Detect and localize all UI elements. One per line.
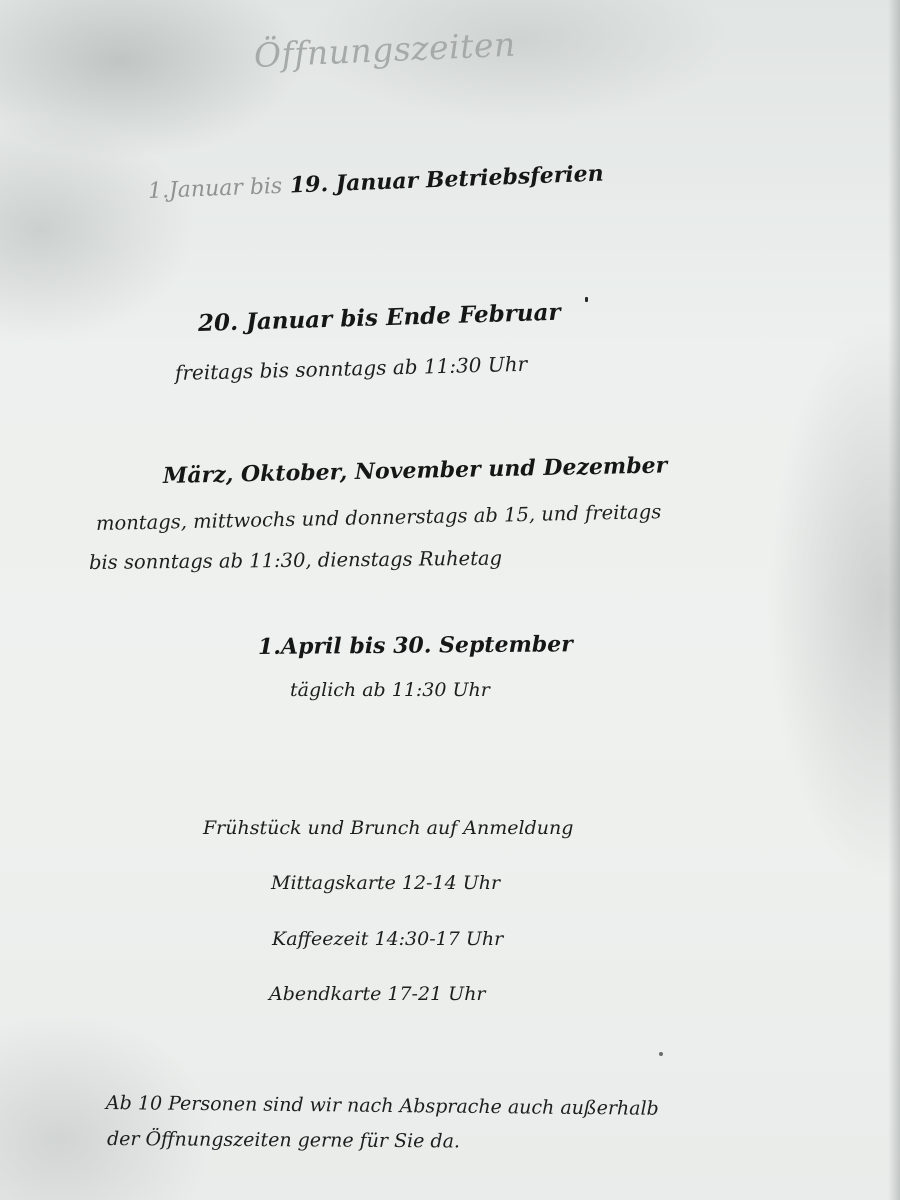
closure-line (148, 161, 605, 204)
footer-note-line2: der Öffnungszeiten gerne für Sie da. (106, 1128, 461, 1153)
paper-speck (585, 297, 588, 302)
paper-dot (659, 1052, 663, 1056)
period-hours-autumn-line1: montags, mittwochs und donnerstags ab 15, und freitags (95, 500, 662, 535)
period-hours-winter: freitags bis sonntags ab 11:30 Uhr (174, 351, 528, 385)
closure-dark-text: 19. Januar Betriebsferien (281, 160, 605, 199)
offer-coffee: Kaffeezeit 14:30-17 Uhr (272, 928, 504, 950)
closure-faded-text: 1.Januar bis (147, 173, 283, 204)
period-heading-summer: 1.April bis 30. September (257, 631, 573, 660)
offer-lunch: Mittagskarte 12-14 Uhr (271, 872, 501, 894)
offer-breakfast: Frühstück und Brunch auf Anmeldung (203, 817, 574, 839)
footer-note-line1: Ab 10 Personen sind wir nach Absprache auch außerhalb (105, 1092, 659, 1120)
period-hours-autumn-line2: bis sonntags ab 11:30, dienstags Ruhetag (88, 546, 503, 574)
page-title: Öffnungszeiten (253, 24, 517, 75)
offer-dinner: Abendkarte 17-21 Uhr (269, 983, 486, 1005)
period-heading-winter: 20. Januar bis Ende Februar (197, 298, 561, 337)
window-frame-edge (888, 0, 900, 1200)
period-hours-summer: täglich ab 11:30 Uhr (290, 679, 490, 701)
period-heading-autumn: März, Oktober, November und Dezember (162, 452, 668, 489)
